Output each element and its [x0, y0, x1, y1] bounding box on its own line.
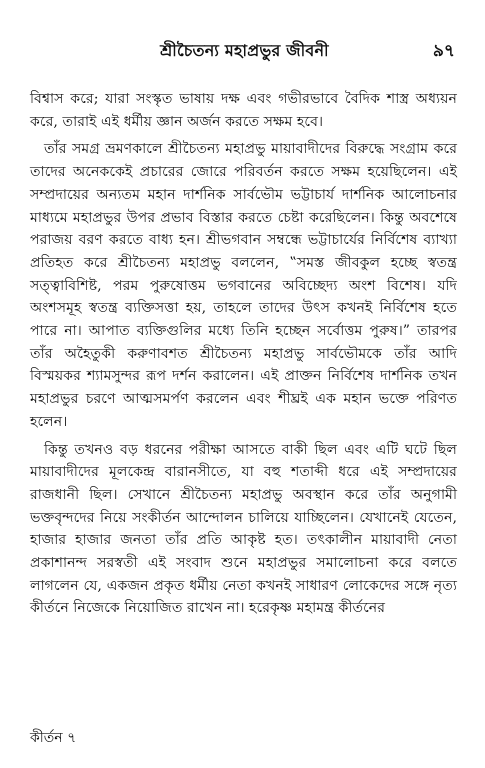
footer-signature: কীর্তন ৭ [30, 730, 77, 746]
running-header [28, 38, 461, 64]
running-title: শ্রীচৈতন্য মহাপ্রভুর জীবনী [160, 41, 329, 60]
paragraph-1: বিশ্বাস করে; যারা সংস্কৃত ভাষায় দক্ষ এবং গভীরভাবে বৈদিক শাস্ত্র অধ্যয়ন করে, তারাই এই ধর্মীয় জ্ঞান অর্জন করতে সক্ষম হবে। [30, 91, 457, 130]
body-text [30, 88, 457, 620]
paragraph-3: কিন্তু তখনও বড় ধরনের পরীক্ষা আসতে বাকী ছিল এবং এটি ঘটে ছিল মায়াবাদীদের মূলকেন্দ্র বারানসীতে, যা বহু শতাব্দী ধরে এই সম্প্রদায়ের রাজধানী ছিল। সেখানে শ্রীচৈতন্য মহাপ্রভু অবস্থান করে তাঁর অনুগামী ভক্তবৃন্দদের নিয়ে সংকীর্তন আন্দোলন চালিয়ে যাচ্ছিলেন। যেখানেই যেতেন, হাজার হাজার জনতা তাঁর প্রতি আকৃষ্ট হত। তৎকালীন মায়াবাদী নেতা প্রকাশানন্দ সরস্বতী এই সংবাদ শুনে মহাপ্রভুর সমালোচনা করে বলতে লাগলেন যে, একজন প্রকৃত ধর্মীয় নেতা কখনই সাধারণ লোকেদের সঙ্গে নৃত্য কীর্তনে নিজেকে নিয়োজিত রাখেন না। হরেকৃষ্ণ মহামন্ত্র কীর্তনের [30, 441, 457, 617]
page-number: ৯৭ [432, 41, 455, 61]
paragraph-2: তাঁর সমগ্র ভ্রমণকালে শ্রীচৈতন্য মহাপ্রভু মায়াবাদীদের বিরুদ্ধে সংগ্রাম করে তাদের অনেককেই প্রচারের জোরে পরিবর্তন করতে সক্ষম হয়েছিলেন। এই সম্প্রদায়ের অন্যতম মহান দার্শনিক সার্বভৌম ভট্টাচার্য দার্শনিক আলোচনার মাধ্যমে মহাপ্রভুর উপর প্রভাব বিস্তার করতে চেষ্টা করেছিলেন। কিন্তু অবশেষে পরাজয় বরণ করতে বাধ্য হন। শ্রীভগবান সম্বন্ধে ভট্টাচার্যের নির্বিশেষ ব্যাখ্যা প্রতিহত করে শ্রীচৈতন্য মহাপ্রভু বললেন, ‟সমস্ত জীবকুল হচ্ছে স্বতন্ত্র সত্ত্বাবিশিষ্ট, পরম পুরুষোত্তম ভগবানের অবিচ্ছেদ্য অংশ বিশেষ। যদি অংশসমূহ স্বতন্ত্র ব্যক্তিসত্তা হয়, তাহলে তাদের উৎস কখনই নির্বিশেষ হতে পারে না। আপাত ব্যক্তিগুলির মধ্যে তিনি হচ্ছেন সর্বোত্তম পুরুষ।” তারপর তাঁর অহৈতুকী করুণাবশত শ্রীচৈতন্য মহাপ্রভু সার্বভৌমকে তাঁর আদি বিস্ময়কর শ্যামসুন্দর রূপ দর্শন করালেন। এই প্রাক্তন নির্বিশেষ দার্শনিক তখন মহাপ্রভুর চরণে আত্মসমর্পণ করলেন এবং শীঘ্রই এক মহান ভক্তে পরিণত হলেন। [30, 141, 458, 430]
